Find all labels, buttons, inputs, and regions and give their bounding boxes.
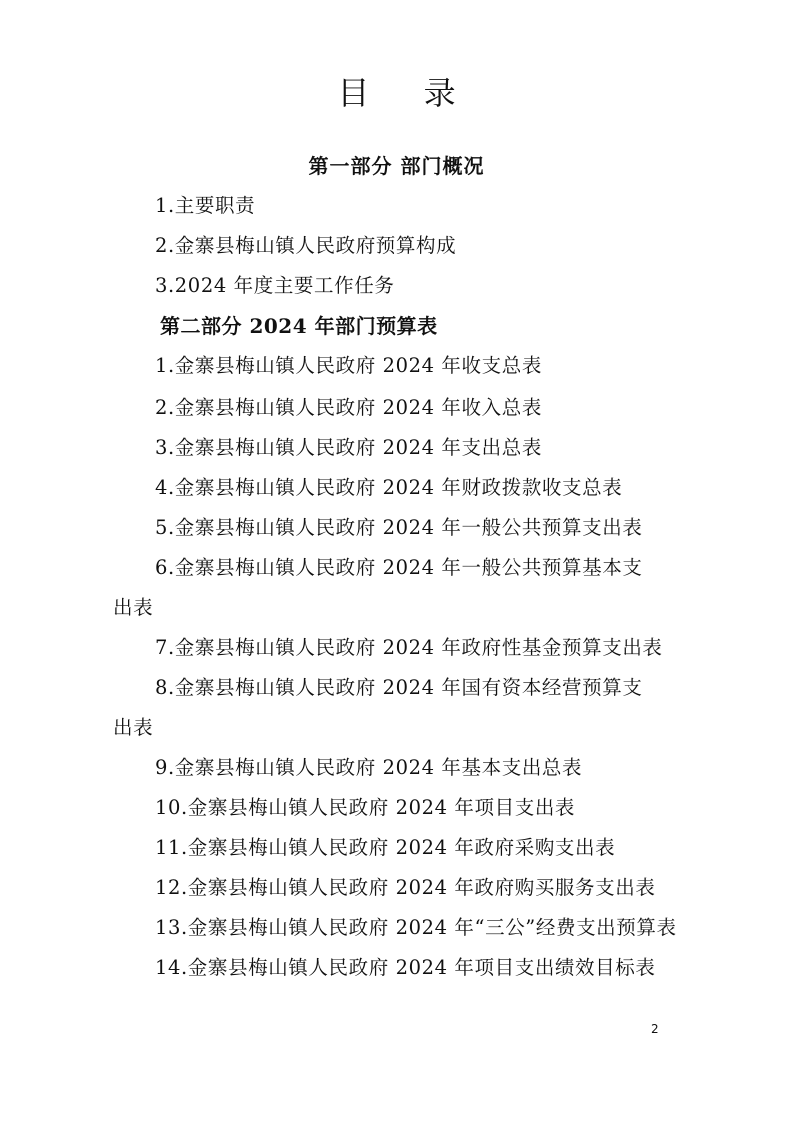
toc-item: 9.金寨县梅山镇人民政府 2024 年基本支出总表 (155, 756, 583, 779)
part2-heading: 第二部分 2024 年部门预算表 (160, 314, 438, 338)
toc-item: 1.金寨县梅山镇人民政府 2024 年收支总表 (155, 354, 542, 377)
toc-item: 2.金寨县梅山镇人民政府预算构成 (155, 234, 457, 257)
part1-heading: 第一部分 部门概况 (308, 154, 485, 178)
toc-item: 5.金寨县梅山镇人民政府 2024 年一般公共预算支出表 (155, 516, 643, 539)
toc-item: 7.金寨县梅山镇人民政府 2024 年政府性基金预算支出表 (155, 636, 663, 659)
toc-item: 8.金寨县梅山镇人民政府 2024 年国有资本经营预算支 (155, 676, 643, 699)
page-number: 2 (651, 1022, 659, 1036)
toc-item: 13.金寨县梅山镇人民政府 2024 年“三公”经费支出预算表 (155, 916, 677, 939)
toc-item: 11.金寨县梅山镇人民政府 2024 年政府采购支出表 (155, 836, 616, 859)
toc-item: 3.金寨县梅山镇人民政府 2024 年支出总表 (155, 436, 542, 459)
toc-item: 2.金寨县梅山镇人民政府 2024 年收入总表 (155, 396, 542, 419)
toc-item: 14.金寨县梅山镇人民政府 2024 年项目支出绩效目标表 (155, 956, 656, 979)
toc-item: 4.金寨县梅山镇人民政府 2024 年财政拨款收支总表 (155, 476, 623, 499)
toc-item: 6.金寨县梅山镇人民政府 2024 年一般公共预算基本支 (155, 556, 643, 579)
toc-item-continuation: 出表 (113, 716, 154, 739)
page-title: 目 录 (337, 74, 478, 112)
toc-item: 10.金寨县梅山镇人民政府 2024 年项目支出表 (155, 796, 576, 819)
toc-item: 1.主要职责 (155, 194, 256, 217)
toc-item-continuation: 出表 (113, 596, 154, 619)
toc-item: 3.2024 年度主要工作任务 (155, 274, 395, 297)
toc-item: 12.金寨县梅山镇人民政府 2024 年政府购买服务支出表 (155, 876, 656, 899)
